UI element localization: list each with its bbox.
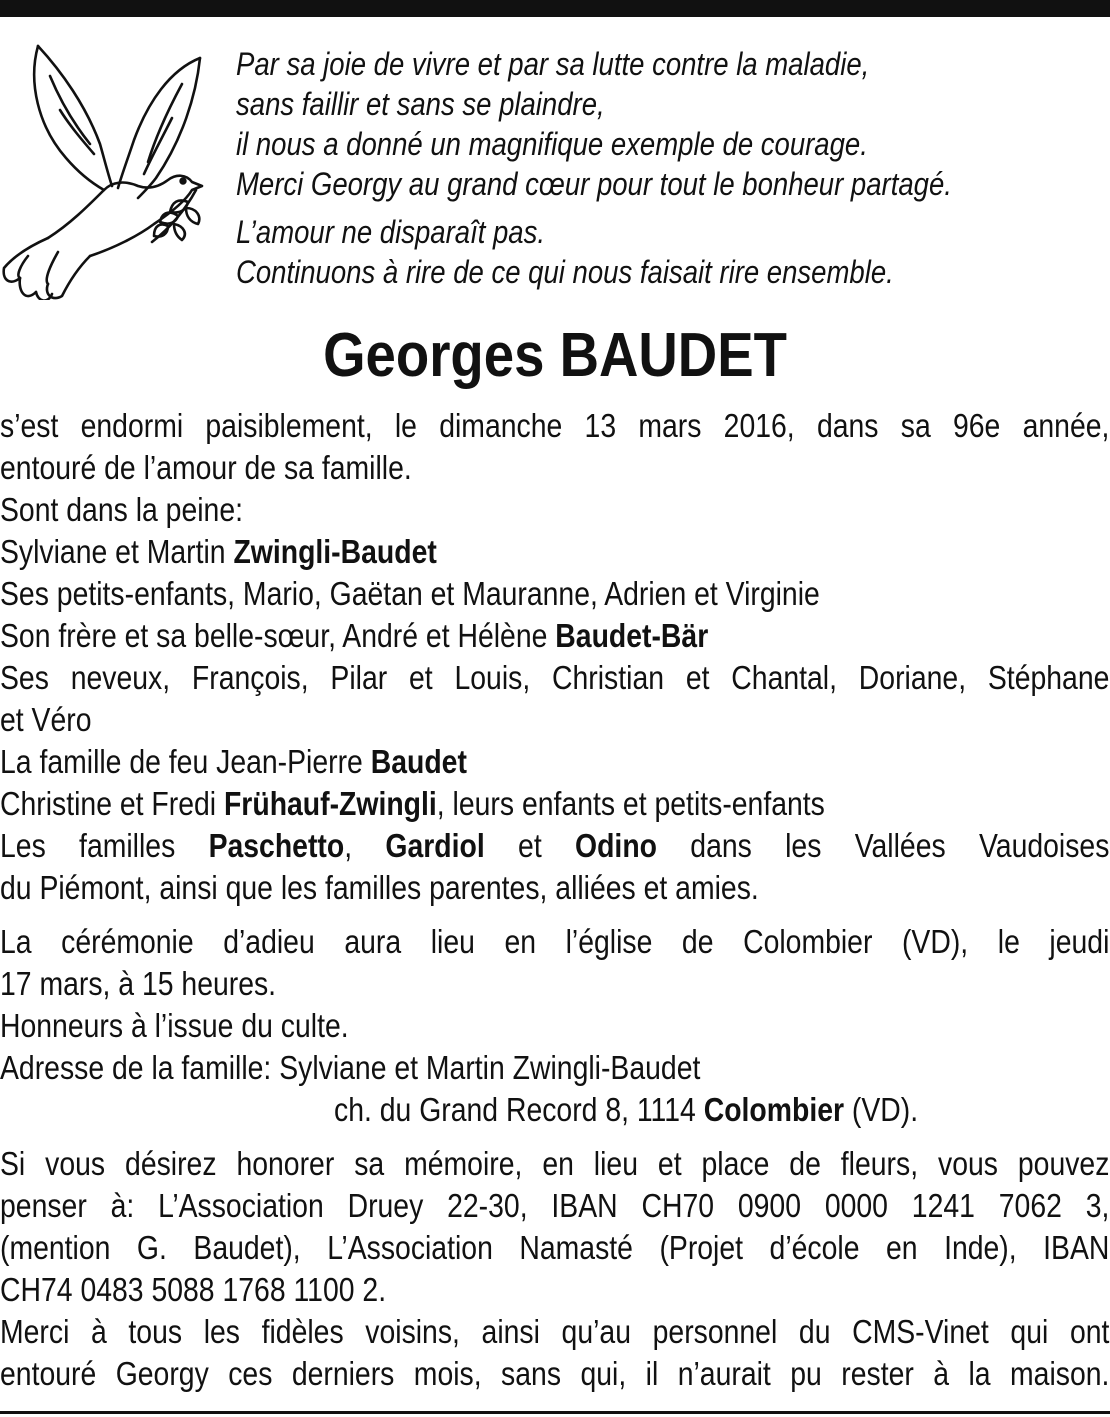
mourner-line	[0, 615, 1109, 657]
poem-line: il nous a donné un magnifique exemple de courage.	[236, 126, 868, 162]
address-label: Adresse de la famille:	[0, 1049, 280, 1086]
poem-line: Continuons à rire de ce qui nous faisait rire ensemble.	[236, 254, 894, 290]
poem-line: Merci Georgy au grand cœur pour tout le bonheur partagé.	[236, 166, 952, 202]
dove-icon	[0, 40, 230, 300]
poem-line: sans faillir et sans se plaindre,	[236, 86, 605, 122]
family-name: Baudet-Bär	[555, 617, 709, 654]
mourner-text: dans les Vallées Vaudoises	[656, 827, 1110, 864]
donation-line: CH74 0483 5088 1768 1100 2.	[0, 1271, 387, 1308]
family-name: Frühauf-Zwingli	[223, 785, 437, 822]
address-line	[334, 1089, 1108, 1131]
mourner-line: Ses neveux, François, Pilar et Louis, Christian et Chantal, Doriane, Stéphane	[0, 659, 1110, 696]
mourner-line	[0, 531, 1109, 573]
donation-line: (mention G. Baudet), L’Association Namasté (Projet d’école en Inde), IBAN	[0, 1229, 1110, 1266]
poem	[236, 44, 986, 292]
address-line	[0, 1047, 1109, 1089]
thanks-line: entouré Georgy ces derniers mois, sans qui, il n’aurait pu rester à la maison.	[0, 1355, 1110, 1392]
address-canton: (VD).	[844, 1091, 919, 1128]
ceremony-line: 17 mars, à 15 heures.	[0, 965, 277, 1002]
poem-line: Par sa joie de vivre et par sa lutte contre la maladie,	[236, 46, 870, 82]
announcement-line: s’est endormi paisiblement, le dimanche 13 mars 2016, dans sa 96e année,	[0, 407, 1110, 444]
ceremony-line: Honneurs à l’issue du culte.	[0, 1007, 349, 1044]
family-name: Odino	[575, 827, 657, 864]
mourner-text: , leurs enfants et petits-enfants	[436, 785, 825, 822]
mourner-line: du Piémont, ainsi que les familles parentes, alliées et amies.	[0, 869, 759, 906]
mourner-line	[0, 825, 1109, 867]
thanks-line: Merci à tous les fidèles voisins, ainsi qu’au personnel du CMS-Vinet qui ont	[0, 1313, 1110, 1350]
poem-line: L’amour ne disparaît pas.	[236, 214, 546, 250]
address-city: Colombier	[703, 1091, 845, 1128]
deceased-name: Georges BAUDET	[323, 321, 787, 390]
mourner-line	[0, 783, 1109, 825]
address-name: Sylviane et Martin Zwingli-Baudet	[279, 1049, 701, 1086]
poem-gap	[236, 204, 986, 212]
mourner-line	[0, 741, 1109, 783]
family-name: Zwingli-Baudet	[233, 533, 437, 570]
mourner-text: La famille de feu Jean-Pierre	[0, 743, 371, 780]
address-street: ch. du Grand Record 8, 1114	[334, 1091, 704, 1128]
bottom-rule	[0, 1411, 1110, 1414]
announcement-line: Sont dans la peine:	[0, 491, 243, 528]
ceremony-line: La cérémonie d’adieu aura lieu en l’église de Colombier (VD), le jeudi	[0, 923, 1110, 960]
mourner-line: Ses petits-enfants, Mario, Gaëtan et Mauranne, Adrien et Virginie	[0, 575, 820, 612]
mourner-text: Sylviane et Martin	[0, 533, 234, 570]
mourner-text: ,	[344, 827, 386, 864]
mourner-line: et Véro	[0, 701, 92, 738]
announcement-line: entouré de l’amour de sa famille.	[0, 449, 412, 486]
family-name: Baudet	[370, 743, 467, 780]
mourner-text: Son frère et sa belle-sœur, André et Hélène	[0, 617, 556, 654]
family-name: Paschetto	[208, 827, 345, 864]
mourner-text: et	[484, 827, 576, 864]
family-name: Gardiol	[385, 827, 485, 864]
top-rule	[0, 0, 1110, 17]
mourner-text: Les familles	[0, 827, 209, 864]
mourner-text: Christine et Fredi	[0, 785, 224, 822]
donation-line: penser à: L’Association Druey 22-30, IBAN CH70 0900 0000 1241 7062 3,	[0, 1187, 1110, 1224]
donation-line: Si vous désirez honorer sa mémoire, en lieu et place de fleurs, vous pouvez	[0, 1145, 1110, 1182]
